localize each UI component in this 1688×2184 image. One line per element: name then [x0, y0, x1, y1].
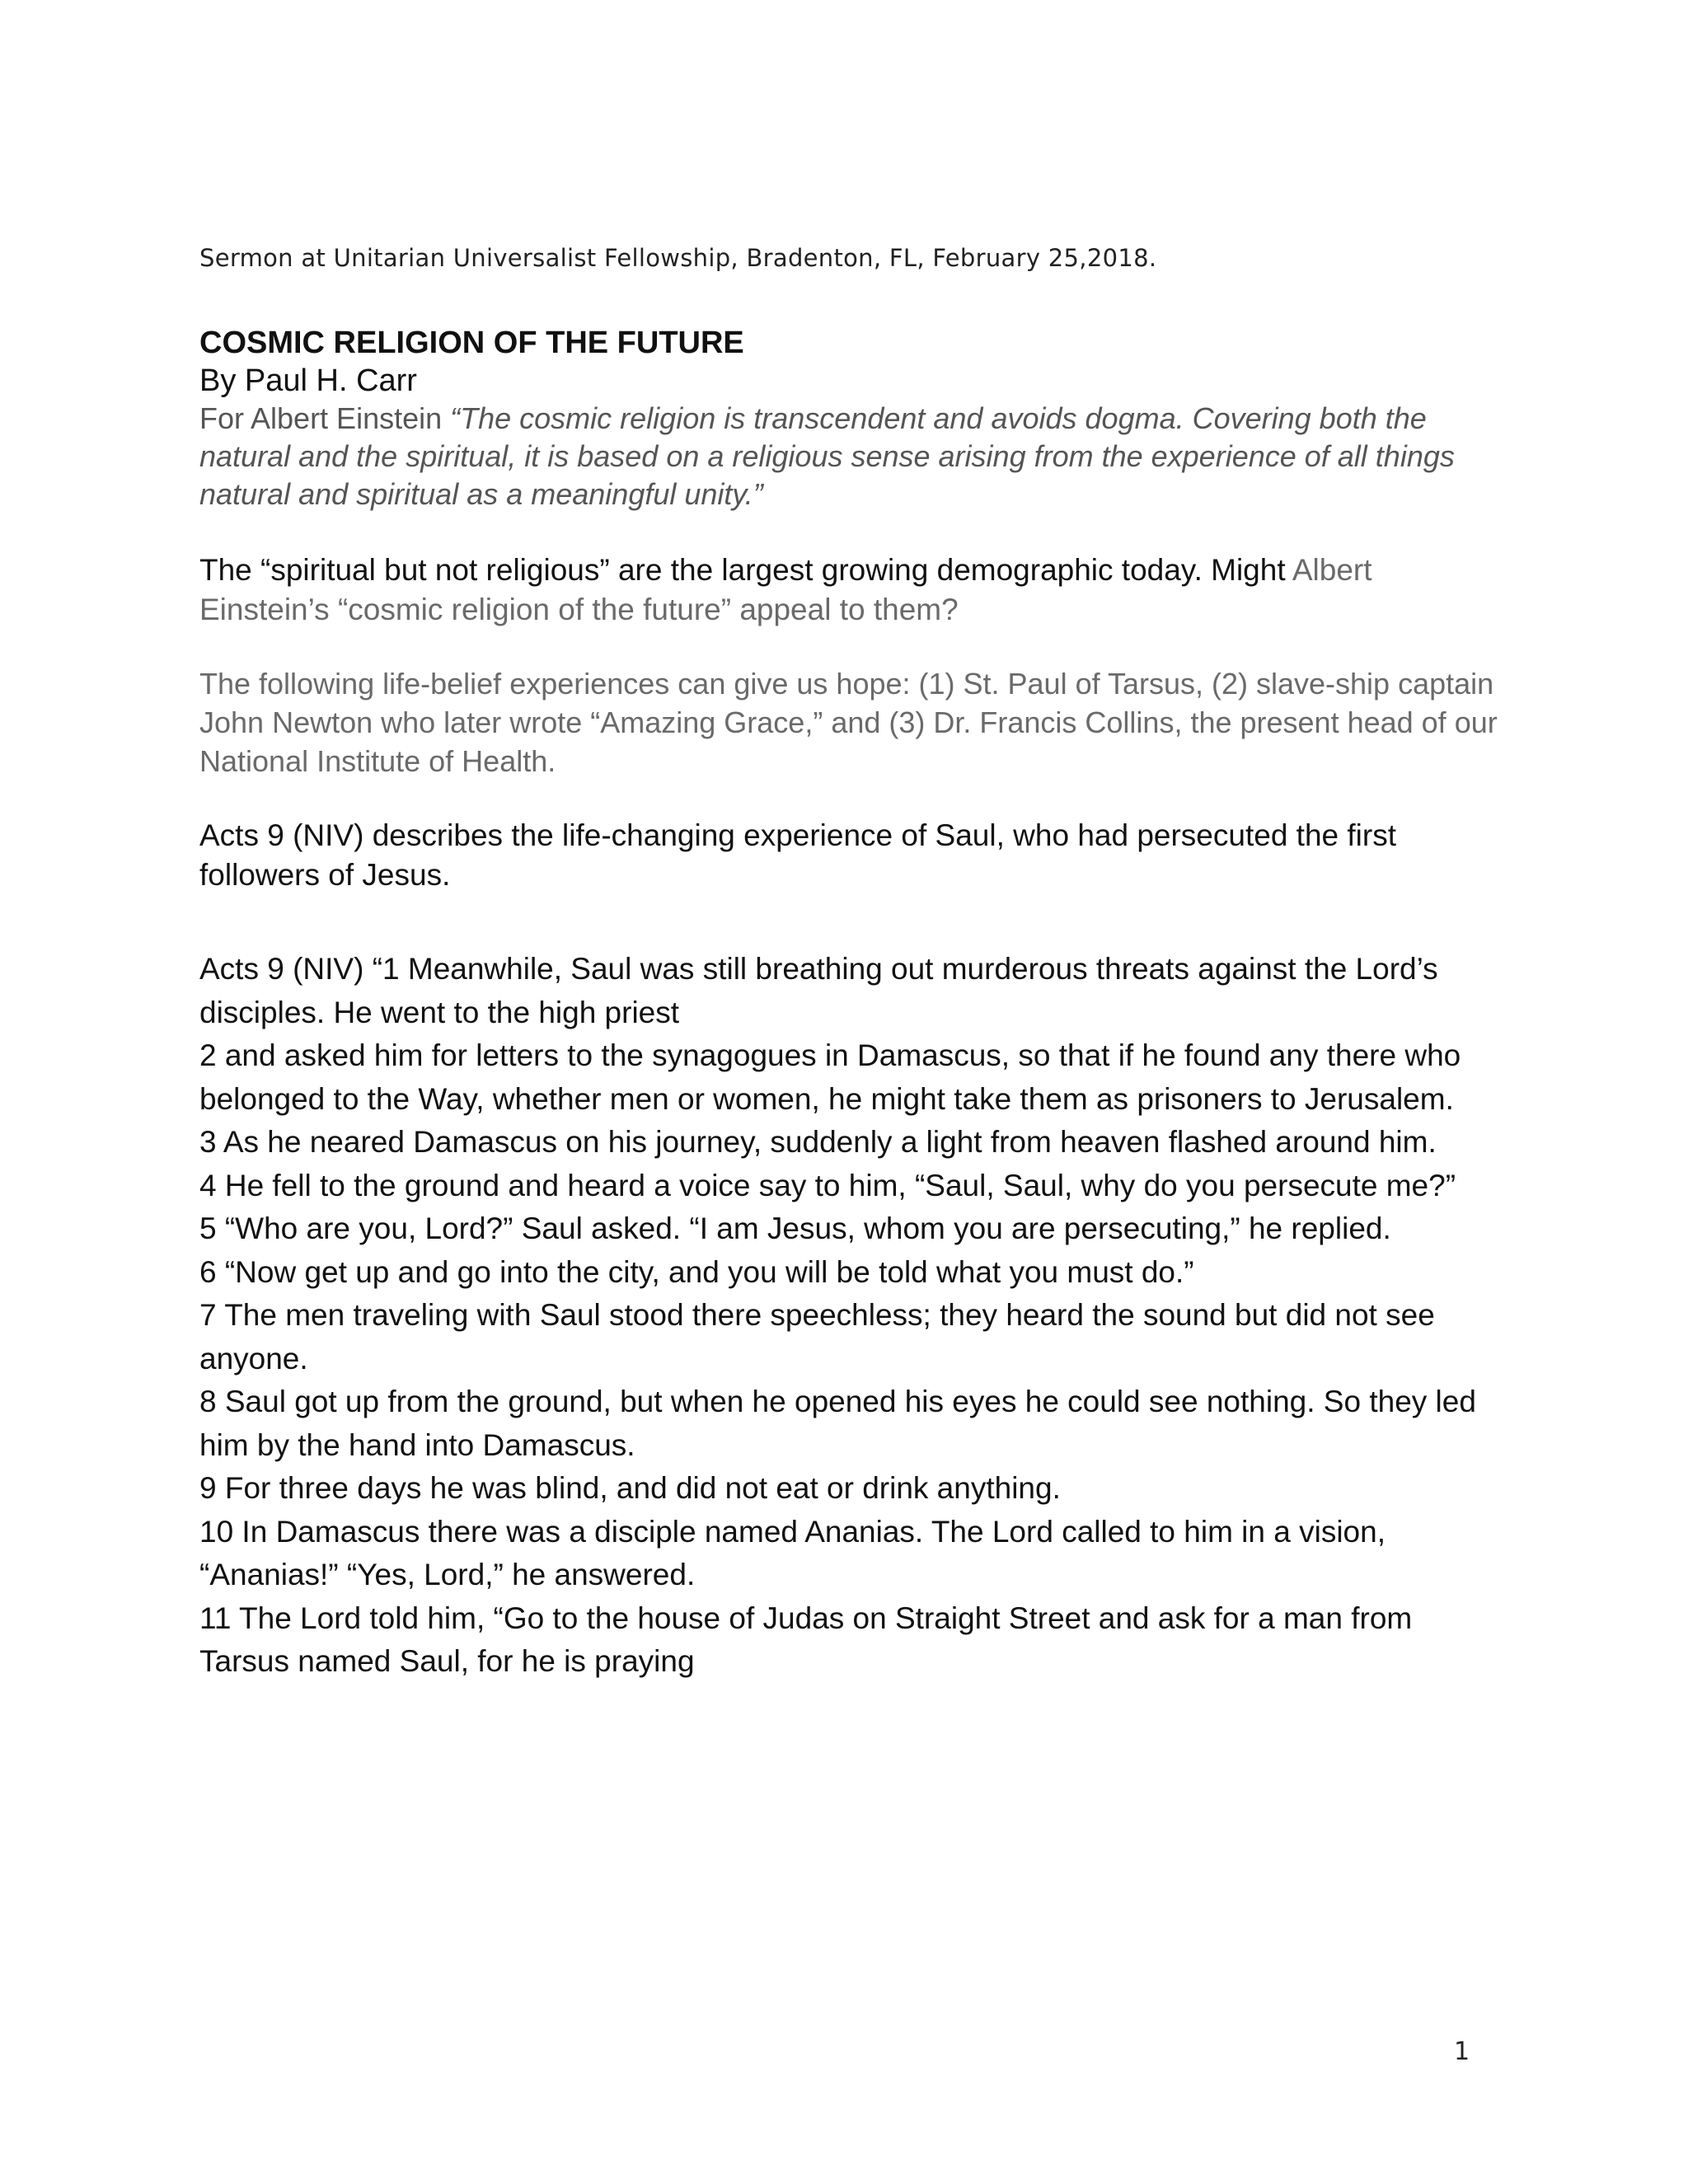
- verse-4: 4 He fell to the ground and heard a voice say to him, “Saul, Saul, why do you persecute me?”: [199, 1168, 1456, 1202]
- acts-9-verses: [199, 948, 1502, 1684]
- paragraph-spiritual-not-religious: [199, 551, 1502, 630]
- quote-text: “The cosmic religion is transcendent and avoids dogma. Covering both the natural and the spiritual, it is based on a religious sense arising from the experience of all things natural and spiritual as a meaningful unity.”: [199, 401, 1455, 511]
- verse-6: 6 “Now get up and go into the city, and you will be told what you must do.”: [199, 1254, 1194, 1289]
- paragraph-1-text: The “spiritual but not religious” are the largest growing demographic today. Might: [199, 553, 1292, 587]
- page-number: 1: [1454, 2037, 1470, 2066]
- verse-11: 11 The Lord told him, “Go to the house of Judas on Straight Street and ask for a man from Tarsus named Saul, for he is praying: [199, 1601, 1413, 1678]
- paragraph-life-belief-experiences: The following life-belief experiences can give us hope: (1) St. Paul of Tarsus, (2) slave-ship captain John Newton who later wrote “Amazing Grace,” and (3) Dr. Francis Collins, the present head of our National Institute of Health.: [199, 667, 1498, 778]
- verse-5: 5 “Who are you, Lord?” Saul asked. “I am Jesus, whom you are persecuting,” he replied.: [199, 1212, 1391, 1245]
- verse-3: 3 As he neared Damascus on his journey, suddenly a light from heaven flashed around him.: [199, 1125, 1437, 1159]
- verse-10: 10 In Damascus there was a disciple named Ananias. The Lord called to him in a vision, “Ananias!” “Yes, Lord,” he answered.: [199, 1514, 1386, 1591]
- verse-1: Acts 9 (NIV) “1 Meanwhile, Saul was still breathing out murderous threats against the Lord’s disciples. He went to the high priest: [199, 952, 1438, 1029]
- quote-lead: For Albert Einstein: [199, 401, 451, 435]
- paragraph-1-gray-text: Albert Einstein’s “cosmic religion of the future” appeal to them?: [199, 553, 1372, 626]
- paragraph-acts-intro: Acts 9 (NIV) describes the life-changing experience of Saul, who had persecuted the first followers of Jesus.: [199, 818, 1396, 892]
- author-line: By Paul H. Carr: [199, 363, 417, 398]
- verse-2: 2 and asked him for letters to the synagogues in Damascus, so that if he found any there who belonged to the Way, whether men or women, he might take them as prisoners to Jerusalem.: [199, 1038, 1461, 1116]
- verse-8: 8 Saul got up from the ground, but when he opened his eyes he could see nothing. So they led him by the hand into Damascus.: [199, 1385, 1476, 1462]
- verse-7: 7 The men traveling with Saul stood there speechless; they heard the sound but did not see anyone.: [199, 1298, 1435, 1376]
- verse-9: 9 For three days he was blind, and did not eat or drink anything.: [199, 1471, 1061, 1505]
- document-header: Sermon at Unitarian Universalist Fellowship, Bradenton, FL, February 25,2018.: [199, 244, 1157, 272]
- einstein-quote: [199, 400, 1502, 513]
- document-title: COSMIC RELIGION OF THE FUTURE: [199, 326, 744, 360]
